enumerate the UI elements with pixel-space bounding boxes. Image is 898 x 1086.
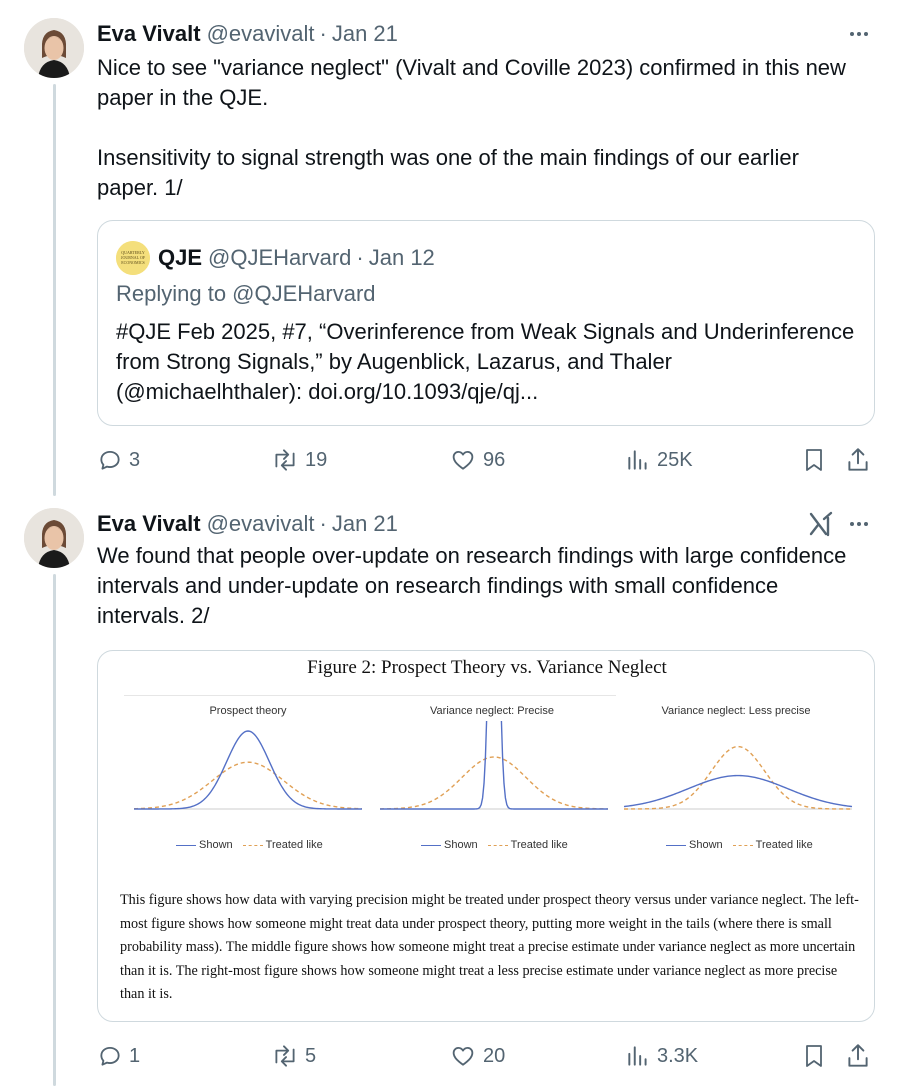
retweet-icon: [271, 447, 299, 473]
separator: ·: [319, 511, 327, 536]
panel-1-legend: [176, 839, 323, 851]
divider: [124, 695, 616, 696]
svg-text:QUARTERLY: QUARTERLY: [121, 250, 145, 255]
reply-icon: [97, 1043, 123, 1069]
retweet-count: 19: [305, 448, 328, 471]
panel-3-subtitle: Variance neglect: Less precise: [661, 705, 811, 717]
legend-treated: Treated like: [755, 839, 813, 851]
reply-count: 1: [129, 1044, 141, 1067]
action-bar: [97, 445, 877, 475]
legend-shown: Shown: [444, 839, 478, 851]
panel-2-legend: [421, 839, 568, 851]
author-name[interactable]: Eva Vivalt: [97, 21, 201, 46]
svg-text:JOURNAL OF: JOURNAL OF: [120, 255, 146, 260]
reply-count: 3: [129, 448, 141, 471]
quote-author-name[interactable]: QJE: [158, 245, 203, 270]
bookmark-icon: [802, 446, 826, 474]
more-options-icon[interactable]: [846, 511, 872, 537]
tweet-image[interactable]: [97, 650, 875, 1022]
quote-date[interactable]: Jan 12: [368, 245, 435, 270]
legend-treated: Treated like: [265, 839, 323, 851]
quote-header: [116, 243, 435, 273]
share-button[interactable]: [845, 445, 877, 475]
tweet-date[interactable]: Jan 21: [331, 511, 398, 536]
replying-to: Replying to @QJEHarvard: [116, 281, 376, 306]
reply-button[interactable]: [97, 445, 140, 475]
views-button[interactable]: [625, 1041, 698, 1071]
reply-button[interactable]: [97, 1041, 140, 1071]
tweet-text: We found that people over-update on research findings with large confidence intervals and under-update on research findings with small confidence intervals. 2/: [97, 543, 847, 628]
share-icon: [845, 1042, 871, 1070]
share-button[interactable]: [845, 1041, 877, 1071]
tweet-1[interactable]: [0, 0, 898, 496]
figure-title: Figure 2: Prospect Theory vs. Variance Neglect: [307, 657, 667, 678]
heart-icon: [449, 447, 477, 473]
panel-2-shown-curve: [380, 721, 608, 809]
author-name[interactable]: Eva Vivalt: [97, 511, 201, 536]
views-count: 25K: [657, 448, 693, 471]
retweet-count: 5: [305, 1044, 317, 1067]
panel-3-shown-curve: [624, 776, 852, 807]
author-handle[interactable]: @evavivalt: [206, 21, 315, 46]
tweet-header: [97, 510, 398, 538]
quote-author-handle[interactable]: @QJEHarvard: [208, 245, 352, 270]
views-count: 3.3K: [657, 1044, 699, 1067]
panel-2-treated-curve: [380, 757, 608, 809]
avatar[interactable]: [24, 508, 84, 568]
views-icon: [625, 447, 651, 473]
svg-text:ECONOMICS: ECONOMICS: [121, 260, 145, 265]
legend-shown: Shown: [199, 839, 233, 851]
bookmark-button[interactable]: [802, 1041, 832, 1071]
views-icon: [625, 1043, 651, 1069]
share-icon: [845, 446, 871, 474]
separator: ·: [356, 245, 364, 270]
tweet-date[interactable]: Jan 21: [331, 21, 398, 46]
tweet-header: [97, 20, 398, 48]
avatar[interactable]: [24, 18, 84, 78]
heart-icon: [449, 1043, 477, 1069]
panel-1-shown-curve: [134, 731, 362, 809]
quote-text: #QJE Feb 2025, #7, “Overinference from Weak Signals and Underinference from Strong Signals,” by Augenblick, Lazarus, and Thaler (@michaelhthaler): doi.org/10.1093/qje/qj...: [116, 319, 855, 404]
more-options-icon[interactable]: [846, 21, 872, 47]
panel-2-subtitle: Variance neglect: Precise: [430, 705, 554, 717]
tweet-text: Nice to see "variance neglect" (Vivalt and Coville 2023) confirmed in this new paper in the QJE. Insensitivity to signal strength was one of the main findings of our earlier paper. 1/: [97, 55, 846, 200]
retweet-button[interactable]: [271, 445, 327, 475]
qje-avatar[interactable]: [116, 241, 150, 275]
like-button[interactable]: [449, 445, 505, 475]
like-count: 20: [483, 1044, 506, 1067]
panel-3-legend: [666, 839, 813, 851]
reply-icon: [97, 447, 123, 473]
like-count: 96: [483, 448, 506, 471]
separator: ·: [319, 21, 327, 46]
retweet-icon: [271, 1043, 299, 1069]
author-handle[interactable]: @evavivalt: [206, 511, 315, 536]
action-bar: [97, 1041, 877, 1071]
legend-treated: Treated like: [510, 839, 568, 851]
bookmark-icon: [802, 1042, 826, 1070]
like-button[interactable]: [449, 1041, 505, 1071]
grok-icon[interactable]: [808, 510, 834, 538]
bookmark-button[interactable]: [802, 445, 832, 475]
figure-caption: This figure shows how data with varying precision might be treated under prospect theory versus under variance neglect. The left-most figure shows how someone might treat data under prospect theory, putting more weight in the tails (where there is small probability mass). The middle figure shows how someone might treat a precise estimate under variance neglect as more uncertain than it is. The right-most figure shows how someone might treat a less precise estimate under variance neglect as more precise than it is.: [120, 892, 859, 1002]
panel-1-treated-curve: [134, 762, 362, 809]
panel-1-subtitle: Prospect theory: [209, 705, 287, 717]
quote-tweet[interactable]: [97, 220, 875, 426]
retweet-button[interactable]: [271, 1041, 316, 1071]
views-button[interactable]: [625, 445, 693, 475]
legend-shown: Shown: [689, 839, 723, 851]
